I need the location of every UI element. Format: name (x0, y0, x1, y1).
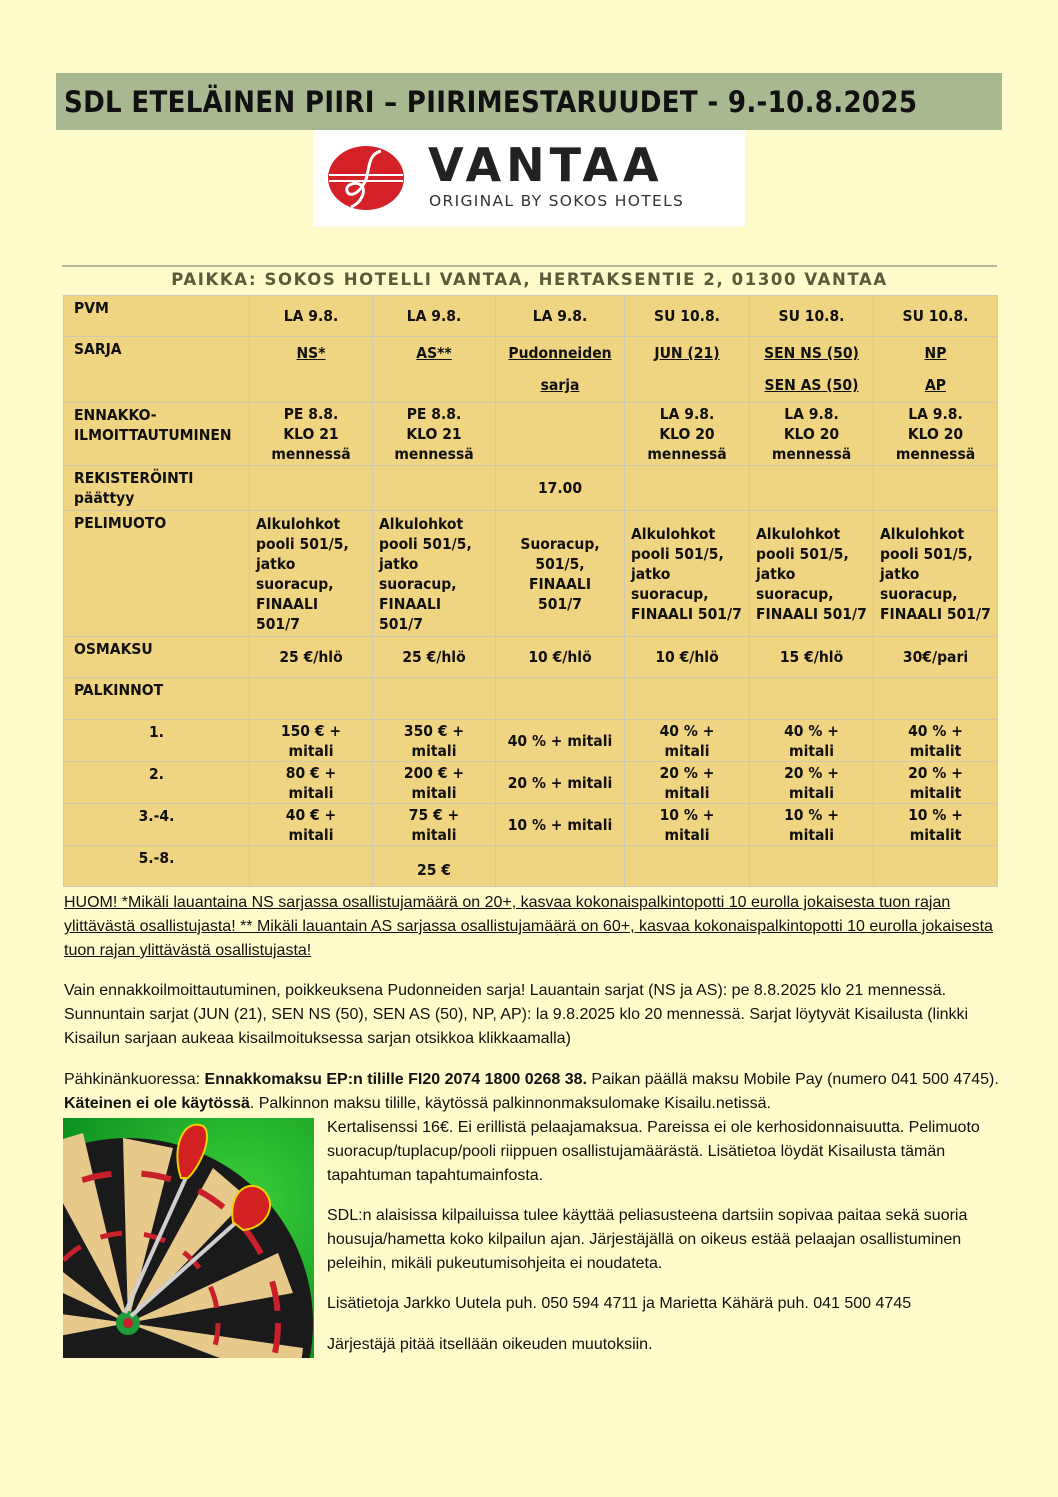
cell-osmaksu: 10 €/hlö (625, 637, 750, 678)
cell-empty (373, 678, 496, 720)
cell-empty (496, 678, 625, 720)
cell-text: 10 % + (659, 805, 715, 824)
cell-text: mitalit (909, 825, 962, 844)
cell-text: mitali (411, 783, 457, 802)
cell-empty (373, 466, 496, 511)
cell-text: 40 % + (784, 721, 839, 740)
cell-osmaksu: 10 €/hlö (496, 637, 625, 678)
row-rekisterointi (64, 466, 998, 511)
cell-text: 80 € + (285, 763, 337, 782)
registration-text: Vain ennakkoilmoittautuminen, poikkeuksena Pudonneiden sarja! Lauantain sarjat (NS ja AS): pe 8.8.2025 klo 21 mennessä. Sunnuntain sarjat (JUN (21), SEN NS (50), SEN AS (50), NP, AP): la 9.8.2025 klo 20 mennessä. Sarjat löytyvät Kisailusta (linkki Kisailun sarjaan aukeaa kisailmoituksessa sarjan otsikkoa klikkaamalla) (64, 982, 969, 1047)
cell-text: KLO 20 (783, 425, 840, 443)
cell-empty (625, 846, 750, 887)
row-sarja (64, 337, 998, 403)
cell-text: KLO 21 (406, 425, 462, 443)
cell-text: mennessä (771, 445, 852, 463)
cell-osmaksu: 25 €/hlö (373, 637, 496, 678)
cell-rekisterointi: 17.00 (496, 466, 625, 511)
dress-code-text: SDL:n alaisissa kilpailuissa tulee käyttää peliasusteena dartsiin sopivaa paitaa sekä suoria housuja/hametta koko kilpailun ajan. Järjestäjällä on oikeus estää pelaajan osallistuminen peleihin, mikäli pukeutumisohjeita ei noudateta. (327, 1207, 968, 1272)
no-cash-note: Käteinen ei ole käytössä (64, 1095, 250, 1112)
row-label: PVM (64, 296, 250, 337)
license-text: Kertalisenssi 16€. Ei erillistä pelaajamaksua. Pareissa ei ole kerhosidonnaisuutta. Pelimuoto suoracup/tuplacup/pooli riippuen osallistujamäärästä. Lisätietoa löydät Kisailusta tämän tapahtuman tapahtumainfosta. (327, 1119, 980, 1184)
cell-text: mennessä (394, 445, 474, 463)
cell-text: mitali (664, 825, 710, 844)
cell-text: mennessä (647, 445, 727, 463)
cell-text: mitalit (909, 783, 962, 802)
title-bar (56, 73, 1002, 130)
row-label: SARJA (64, 337, 250, 403)
cell-osmaksu: 30€/pari (874, 637, 998, 678)
cell-text: mitali (288, 825, 334, 844)
huom-note: HUOM! *Mikäli lauantaina NS sarjassa osallistujamäärä on 20+, kasvaa kokonaispalkintopotti 10 eurolla jokaisesta tuon rajan ylittävästä osallistujasta! ** Mikäli lauantain AS sarjassa osallistujamäärä on 60+, kasvaa kokonaispalkintopotti 10 eurolla jokaisesta tuon rajan ylittävästä osallistujasta! (64, 894, 993, 959)
series-link-pudonneiden[interactable]: Pudonneiden (508, 344, 612, 362)
row-prize-3 (64, 804, 998, 846)
cell-text: mitali (789, 783, 834, 802)
cell-pelimuoto: Alkulohkot pooli 501/5, jatko suoracup, FINAALI 501/7 (373, 511, 496, 637)
cell-text: 10 % + mitali (496, 804, 625, 846)
series-link-ns[interactable]: NS* (296, 344, 326, 362)
cell-text: LA 9.8. (784, 405, 839, 423)
cell-pelimuoto: Alkulohkot pooli 501/5, jatko suoracup, FINAALI 501/7 (625, 511, 750, 637)
row-label: PELIMUOTO (64, 511, 250, 637)
cell-text: LA 9.8. (659, 405, 715, 423)
schedule-table (63, 295, 998, 887)
nutshell-end: . Palkinnon maksu tilille, käytössä palkinnonmaksulomake Kisailu.netissä. (249, 1095, 771, 1112)
row-prize-1 (64, 720, 998, 762)
license-info (327, 1116, 997, 1188)
cell-text: 40 € + (285, 805, 337, 824)
cell-text: 20 % + (659, 763, 715, 782)
series-link-pudonneiden[interactable]: sarja (540, 376, 580, 394)
rank-label: 3.-4. (64, 804, 250, 846)
cell-empty (496, 403, 625, 466)
cell-empty (874, 846, 998, 887)
cell-text: KLO 21 (283, 425, 339, 443)
cell-text: KLO 20 (659, 425, 715, 443)
cell-text: 10 % + (784, 805, 839, 824)
venue-heading: PAIKKA: SOKOS HOTELLI VANTAA, HERTAKSENTIE 2, 01300 VANTAA (171, 270, 888, 289)
nutshell-mid: Paikan päällä maksu Mobile Pay (numero 041 500 4745). (586, 1071, 999, 1088)
cell-text: mitali (789, 825, 834, 844)
row-label: PALKINNOT (64, 678, 250, 720)
series-link-sen-as[interactable]: SEN AS (50) (764, 376, 859, 394)
cell-empty (250, 466, 373, 511)
cell-pvm: LA 9.8. (373, 296, 496, 337)
contact-text: Lisätietoja Jarkko Uutela puh. 050 594 4711 ja Marietta Kähärä puh. 041 500 4745 (327, 1295, 912, 1312)
cell-text: mitali (664, 783, 710, 802)
cell-text: PE 8.8. (406, 405, 462, 423)
cell-empty (625, 466, 750, 511)
cell-text: 20 % + (908, 763, 963, 782)
cell-text: KLO 20 (907, 425, 964, 443)
cell-osmaksu: 15 €/hlö (750, 637, 874, 678)
cell-text: 10 % + (908, 805, 963, 824)
cell-empty (250, 846, 373, 887)
notes-block (64, 891, 999, 963)
cell-empty (874, 678, 998, 720)
cell-pvm: SU 10.8. (625, 296, 750, 337)
series-link-ap[interactable]: AP (924, 376, 946, 394)
rank-label: 5.-8. (64, 846, 250, 887)
cell-text: mitali (411, 741, 457, 760)
cell-pelimuoto: Alkulohkot pooli 501/5, jatko suoracup, FINAALI 501/7 (750, 511, 874, 637)
cell-text: mitali (664, 741, 710, 760)
cell-text: mennessä (895, 445, 976, 463)
cell-text: 75 € + (408, 805, 460, 824)
nutshell-prefix: Pähkinänkuoressa: (64, 1071, 205, 1088)
cell-text: 20 % + mitali (496, 762, 625, 804)
cell-pelimuoto: Alkulohkot pooli 501/5, jatko suoracup, FINAALI 501/7 (874, 511, 998, 637)
row-label: päättyy (74, 489, 135, 507)
cell-pelimuoto: Alkulohkot pooli 501/5, jatko suoracup, FINAALI 501/7 (250, 511, 373, 637)
cell-text: mitalit (909, 741, 962, 760)
cell-text: 200 € + (403, 763, 465, 782)
cell-text: mitali (288, 741, 334, 760)
darts-image (63, 1118, 314, 1358)
cell-text: 40 % + (659, 721, 715, 740)
disclaimer (327, 1333, 997, 1357)
cell-empty (625, 678, 750, 720)
logo-tagline: ORIGINAL BY SOKOS HOTELS (429, 192, 685, 210)
logo-wordmark: VANTAA (428, 138, 664, 192)
page-title: SDL ETELÄINEN PIIRI – PIIRIMESTARUUDET - 9.-10.8.2025 (64, 84, 918, 119)
cell-empty (750, 466, 874, 511)
sokos-logo-icon (327, 145, 405, 211)
cell-text: mitali (288, 783, 334, 802)
series-link-sen-ns[interactable]: SEN NS (50) (764, 344, 859, 362)
row-label: OSMAKSU (64, 637, 250, 678)
row-ennakko (64, 403, 998, 466)
cell-text: mitali (789, 741, 834, 760)
cell-empty (496, 846, 625, 887)
row-prize-2 (64, 762, 998, 804)
row-label: REKISTERÖINTI (74, 469, 194, 487)
cell-text: mennessä (271, 445, 351, 463)
cell-pvm: LA 9.8. (496, 296, 625, 337)
cell-text: 350 € + (403, 721, 465, 740)
cell-text: 25 € (373, 846, 496, 887)
cell-text: mitali (411, 825, 457, 844)
disclaimer-text: Järjestäjä pitää itsellään oikeuden muutoksiin. (327, 1336, 653, 1353)
cell-text: LA 9.8. (908, 405, 963, 423)
nutshell-info (64, 1068, 999, 1116)
cell-text: PE 8.8. (283, 405, 339, 423)
cell-pvm: SU 10.8. (750, 296, 874, 337)
row-pvm (64, 296, 998, 337)
cell-empty (874, 466, 998, 511)
cell-empty (750, 846, 874, 887)
cell-empty (750, 678, 874, 720)
rank-label: 1. (64, 720, 250, 762)
series-link-np[interactable]: NP (924, 344, 947, 362)
cell-empty (250, 678, 373, 720)
cell-text: 20 % + (784, 763, 839, 782)
row-pelimuoto (64, 511, 998, 637)
contact-info (327, 1292, 997, 1316)
series-link-as[interactable]: AS** (416, 344, 452, 362)
cell-pelimuoto: Suoracup, 501/5, FINAALI 501/7 (496, 511, 625, 637)
registration-info (64, 979, 999, 1051)
dress-code-info (327, 1204, 997, 1276)
row-palkinnot (64, 678, 998, 720)
cell-osmaksu: 25 €/hlö (250, 637, 373, 678)
hotel-logo (313, 130, 745, 227)
rank-label: 2. (64, 762, 250, 804)
cell-text: 40 % + mitali (496, 720, 625, 762)
cell-text: 40 % + (908, 721, 963, 740)
row-label: ENNAKKO- (74, 406, 157, 424)
cell-text: 150 € + (280, 721, 342, 740)
divider (62, 265, 997, 267)
payment-account: Ennakkomaksu EP:n tilille FI20 2074 1800 0268 38. (204, 1071, 587, 1088)
series-link-jun[interactable]: JUN (21) (654, 344, 720, 362)
row-osmaksu (64, 637, 998, 678)
cell-pvm: SU 10.8. (874, 296, 998, 337)
row-prize-5-8 (64, 846, 998, 887)
row-label: ILMOITTAUTUMINEN (74, 426, 232, 444)
cell-pvm: LA 9.8. (250, 296, 373, 337)
